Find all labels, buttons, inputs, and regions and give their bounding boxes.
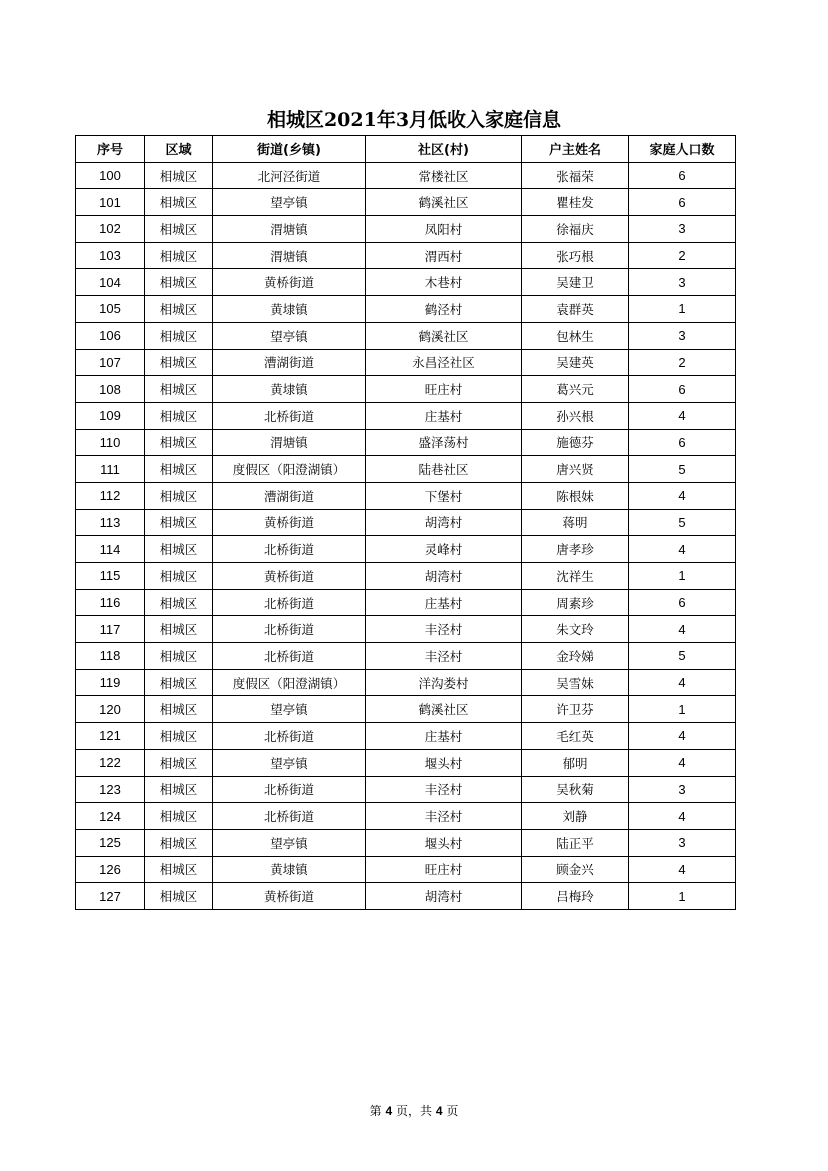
cell-householder: 孙兴根 [522, 402, 629, 429]
table-row [76, 803, 736, 830]
cell-street: 度假区（阳澄湖镇） [213, 669, 366, 696]
cell-serial: 110 [76, 429, 145, 456]
cell-householder: 金玲娣 [522, 643, 629, 670]
cell-community: 鹤溪社区 [366, 322, 522, 349]
cell-family-size: 5 [629, 509, 736, 536]
table-row [76, 883, 736, 910]
cell-householder: 唐兴贤 [522, 456, 629, 483]
cell-community: 丰泾村 [366, 803, 522, 830]
cell-family-size: 3 [629, 776, 736, 803]
cell-householder: 沈祥生 [522, 563, 629, 590]
cell-serial: 119 [76, 669, 145, 696]
table-row [76, 402, 736, 429]
cell-district: 相城区 [145, 883, 213, 910]
cell-street: 北桥街道 [213, 803, 366, 830]
table-row [76, 296, 736, 323]
cell-district: 相城区 [145, 429, 213, 456]
cell-serial: 125 [76, 829, 145, 856]
cell-serial: 123 [76, 776, 145, 803]
cell-householder: 朱文玲 [522, 616, 629, 643]
cell-district: 相城区 [145, 296, 213, 323]
table-row [76, 536, 736, 563]
table-row [76, 749, 736, 776]
cell-householder: 周素珍 [522, 589, 629, 616]
cell-family-size: 4 [629, 402, 736, 429]
cell-family-size: 1 [629, 296, 736, 323]
cell-district: 相城区 [145, 242, 213, 269]
table-row [76, 723, 736, 750]
cell-family-size: 2 [629, 349, 736, 376]
cell-family-size: 4 [629, 616, 736, 643]
cell-family-size: 4 [629, 536, 736, 563]
cell-community: 丰泾村 [366, 776, 522, 803]
cell-family-size: 4 [629, 669, 736, 696]
table-row [76, 269, 736, 296]
cell-householder: 顾金兴 [522, 856, 629, 883]
cell-family-size: 5 [629, 456, 736, 483]
cell-householder: 袁群英 [522, 296, 629, 323]
cell-street: 渭塘镇 [213, 429, 366, 456]
cell-community: 陆巷社区 [366, 456, 522, 483]
cell-community: 庄基村 [366, 402, 522, 429]
cell-community: 木巷村 [366, 269, 522, 296]
cell-district: 相城区 [145, 723, 213, 750]
header-householder: 户主姓名 [522, 136, 629, 163]
cell-street: 渭塘镇 [213, 216, 366, 243]
cell-householder: 陆正平 [522, 829, 629, 856]
cell-district: 相城区 [145, 536, 213, 563]
page-footer [0, 1102, 828, 1120]
cell-family-size: 3 [629, 269, 736, 296]
cell-street: 望亭镇 [213, 829, 366, 856]
cell-serial: 118 [76, 643, 145, 670]
table-row [76, 776, 736, 803]
cell-family-size: 6 [629, 429, 736, 456]
cell-street: 黄桥街道 [213, 509, 366, 536]
cell-serial: 108 [76, 376, 145, 403]
cell-street: 黄桥街道 [213, 563, 366, 590]
cell-community: 庄基村 [366, 589, 522, 616]
cell-community: 堰头村 [366, 749, 522, 776]
cell-street: 漕湖街道 [213, 482, 366, 509]
cell-community: 旺庄村 [366, 856, 522, 883]
cell-householder: 葛兴元 [522, 376, 629, 403]
cell-householder: 施德芬 [522, 429, 629, 456]
cell-serial: 100 [76, 162, 145, 189]
cell-serial: 113 [76, 509, 145, 536]
cell-community: 旺庄村 [366, 376, 522, 403]
cell-district: 相城区 [145, 189, 213, 216]
cell-street: 北桥街道 [213, 643, 366, 670]
table-row [76, 189, 736, 216]
cell-householder: 吕梅玲 [522, 883, 629, 910]
cell-community: 胡湾村 [366, 563, 522, 590]
cell-district: 相城区 [145, 509, 213, 536]
cell-serial: 121 [76, 723, 145, 750]
cell-householder: 包林生 [522, 322, 629, 349]
cell-family-size: 2 [629, 242, 736, 269]
table-row [76, 429, 736, 456]
cell-serial: 112 [76, 482, 145, 509]
cell-serial: 102 [76, 216, 145, 243]
table-row [76, 589, 736, 616]
cell-street: 望亭镇 [213, 749, 366, 776]
cell-district: 相城区 [145, 322, 213, 349]
table-row [76, 216, 736, 243]
cell-community: 洋沟娄村 [366, 669, 522, 696]
cell-family-size: 4 [629, 856, 736, 883]
cell-district: 相城区 [145, 749, 213, 776]
table-row [76, 669, 736, 696]
cell-family-size: 1 [629, 883, 736, 910]
cell-community: 胡湾村 [366, 509, 522, 536]
footer-total-pages: 4 [435, 1104, 443, 1118]
cell-serial: 101 [76, 189, 145, 216]
cell-community: 永昌泾社区 [366, 349, 522, 376]
cell-district: 相城区 [145, 349, 213, 376]
cell-community: 丰泾村 [366, 616, 522, 643]
cell-district: 相城区 [145, 456, 213, 483]
footer-suffix: 页 [446, 1104, 459, 1118]
cell-serial: 103 [76, 242, 145, 269]
cell-community: 渭西村 [366, 242, 522, 269]
cell-householder: 吴雪妹 [522, 669, 629, 696]
cell-street: 北河泾街道 [213, 162, 366, 189]
cell-householder: 郁明 [522, 749, 629, 776]
cell-street: 黄埭镇 [213, 856, 366, 883]
cell-family-size: 4 [629, 803, 736, 830]
cell-street: 北桥街道 [213, 776, 366, 803]
table-row [76, 643, 736, 670]
table-row [76, 856, 736, 883]
table-row [76, 616, 736, 643]
cell-community: 胡湾村 [366, 883, 522, 910]
cell-street: 望亭镇 [213, 322, 366, 349]
table-row [76, 242, 736, 269]
cell-district: 相城区 [145, 829, 213, 856]
header-serial: 序号 [76, 136, 145, 163]
cell-family-size: 6 [629, 376, 736, 403]
cell-street: 黄桥街道 [213, 883, 366, 910]
cell-community: 灵峰村 [366, 536, 522, 563]
header-family-size: 家庭人口数 [629, 136, 736, 163]
cell-householder: 张福荣 [522, 162, 629, 189]
cell-family-size: 3 [629, 322, 736, 349]
cell-district: 相城区 [145, 643, 213, 670]
cell-community: 常楼社区 [366, 162, 522, 189]
cell-district: 相城区 [145, 269, 213, 296]
cell-community: 鹤泾村 [366, 296, 522, 323]
table-row [76, 162, 736, 189]
cell-householder: 许卫芬 [522, 696, 629, 723]
cell-serial: 124 [76, 803, 145, 830]
cell-householder: 吴秋菊 [522, 776, 629, 803]
cell-district: 相城区 [145, 162, 213, 189]
cell-street: 黄埭镇 [213, 376, 366, 403]
cell-family-size: 4 [629, 749, 736, 776]
cell-street: 望亭镇 [213, 189, 366, 216]
table-row [76, 456, 736, 483]
cell-district: 相城区 [145, 803, 213, 830]
cell-district: 相城区 [145, 669, 213, 696]
cell-community: 鹤溪社区 [366, 696, 522, 723]
cell-community: 丰泾村 [366, 643, 522, 670]
footer-page-number: 4 [385, 1104, 393, 1118]
cell-householder: 徐福庆 [522, 216, 629, 243]
cell-serial: 116 [76, 589, 145, 616]
cell-street: 北桥街道 [213, 616, 366, 643]
cell-serial: 107 [76, 349, 145, 376]
cell-family-size: 6 [629, 189, 736, 216]
cell-district: 相城区 [145, 563, 213, 590]
cell-district: 相城区 [145, 402, 213, 429]
cell-serial: 104 [76, 269, 145, 296]
cell-street: 北桥街道 [213, 536, 366, 563]
cell-family-size: 6 [629, 162, 736, 189]
table-row [76, 376, 736, 403]
cell-street: 北桥街道 [213, 589, 366, 616]
cell-serial: 122 [76, 749, 145, 776]
cell-family-size: 1 [629, 563, 736, 590]
cell-householder: 陈根妹 [522, 482, 629, 509]
cell-district: 相城区 [145, 696, 213, 723]
cell-householder: 瞿桂发 [522, 189, 629, 216]
cell-family-size: 3 [629, 216, 736, 243]
header-community: 社区(村) [366, 136, 522, 163]
table-row [76, 696, 736, 723]
cell-serial: 114 [76, 536, 145, 563]
cell-district: 相城区 [145, 216, 213, 243]
cell-district: 相城区 [145, 856, 213, 883]
cell-householder: 张巧根 [522, 242, 629, 269]
cell-street: 望亭镇 [213, 696, 366, 723]
cell-district: 相城区 [145, 589, 213, 616]
cell-community: 庄基村 [366, 723, 522, 750]
cell-householder: 刘静 [522, 803, 629, 830]
cell-family-size: 4 [629, 723, 736, 750]
cell-district: 相城区 [145, 776, 213, 803]
cell-serial: 105 [76, 296, 145, 323]
cell-family-size: 1 [629, 696, 736, 723]
cell-district: 相城区 [145, 616, 213, 643]
header-district: 区域 [145, 136, 213, 163]
cell-householder: 蒋明 [522, 509, 629, 536]
header-street: 街道(乡镇) [213, 136, 366, 163]
cell-householder: 吴建卫 [522, 269, 629, 296]
cell-street: 渭塘镇 [213, 242, 366, 269]
cell-family-size: 3 [629, 829, 736, 856]
cell-serial: 117 [76, 616, 145, 643]
cell-community: 盛泽荡村 [366, 429, 522, 456]
cell-street: 度假区（阳澄湖镇） [213, 456, 366, 483]
cell-community: 堰头村 [366, 829, 522, 856]
cell-family-size: 4 [629, 482, 736, 509]
cell-householder: 吴建英 [522, 349, 629, 376]
cell-serial: 106 [76, 322, 145, 349]
footer-prefix: 第 [369, 1104, 382, 1118]
table-row [76, 482, 736, 509]
page-title: 相城区2021年3月低收入家庭信息 [266, 109, 562, 131]
cell-street: 黄埭镇 [213, 296, 366, 323]
cell-family-size: 6 [629, 589, 736, 616]
cell-householder: 唐孝珍 [522, 536, 629, 563]
cell-district: 相城区 [145, 482, 213, 509]
low-income-family-table [75, 135, 736, 910]
cell-serial: 109 [76, 402, 145, 429]
table-body [76, 162, 736, 909]
cell-serial: 115 [76, 563, 145, 590]
table-row [76, 349, 736, 376]
cell-community: 下堡村 [366, 482, 522, 509]
cell-street: 漕湖街道 [213, 349, 366, 376]
table-row [76, 829, 736, 856]
cell-street: 北桥街道 [213, 723, 366, 750]
cell-street: 北桥街道 [213, 402, 366, 429]
footer-middle: 页，共 [395, 1104, 432, 1118]
table-row [76, 322, 736, 349]
cell-householder: 毛红英 [522, 723, 629, 750]
table-row [76, 563, 736, 590]
cell-district: 相城区 [145, 376, 213, 403]
cell-street: 黄桥街道 [213, 269, 366, 296]
table-row [76, 509, 736, 536]
cell-serial: 111 [76, 456, 145, 483]
table-header-row [76, 136, 736, 163]
cell-serial: 127 [76, 883, 145, 910]
cell-serial: 120 [76, 696, 145, 723]
cell-community: 鹤溪社区 [366, 189, 522, 216]
cell-family-size: 5 [629, 643, 736, 670]
cell-serial: 126 [76, 856, 145, 883]
cell-community: 凤阳村 [366, 216, 522, 243]
